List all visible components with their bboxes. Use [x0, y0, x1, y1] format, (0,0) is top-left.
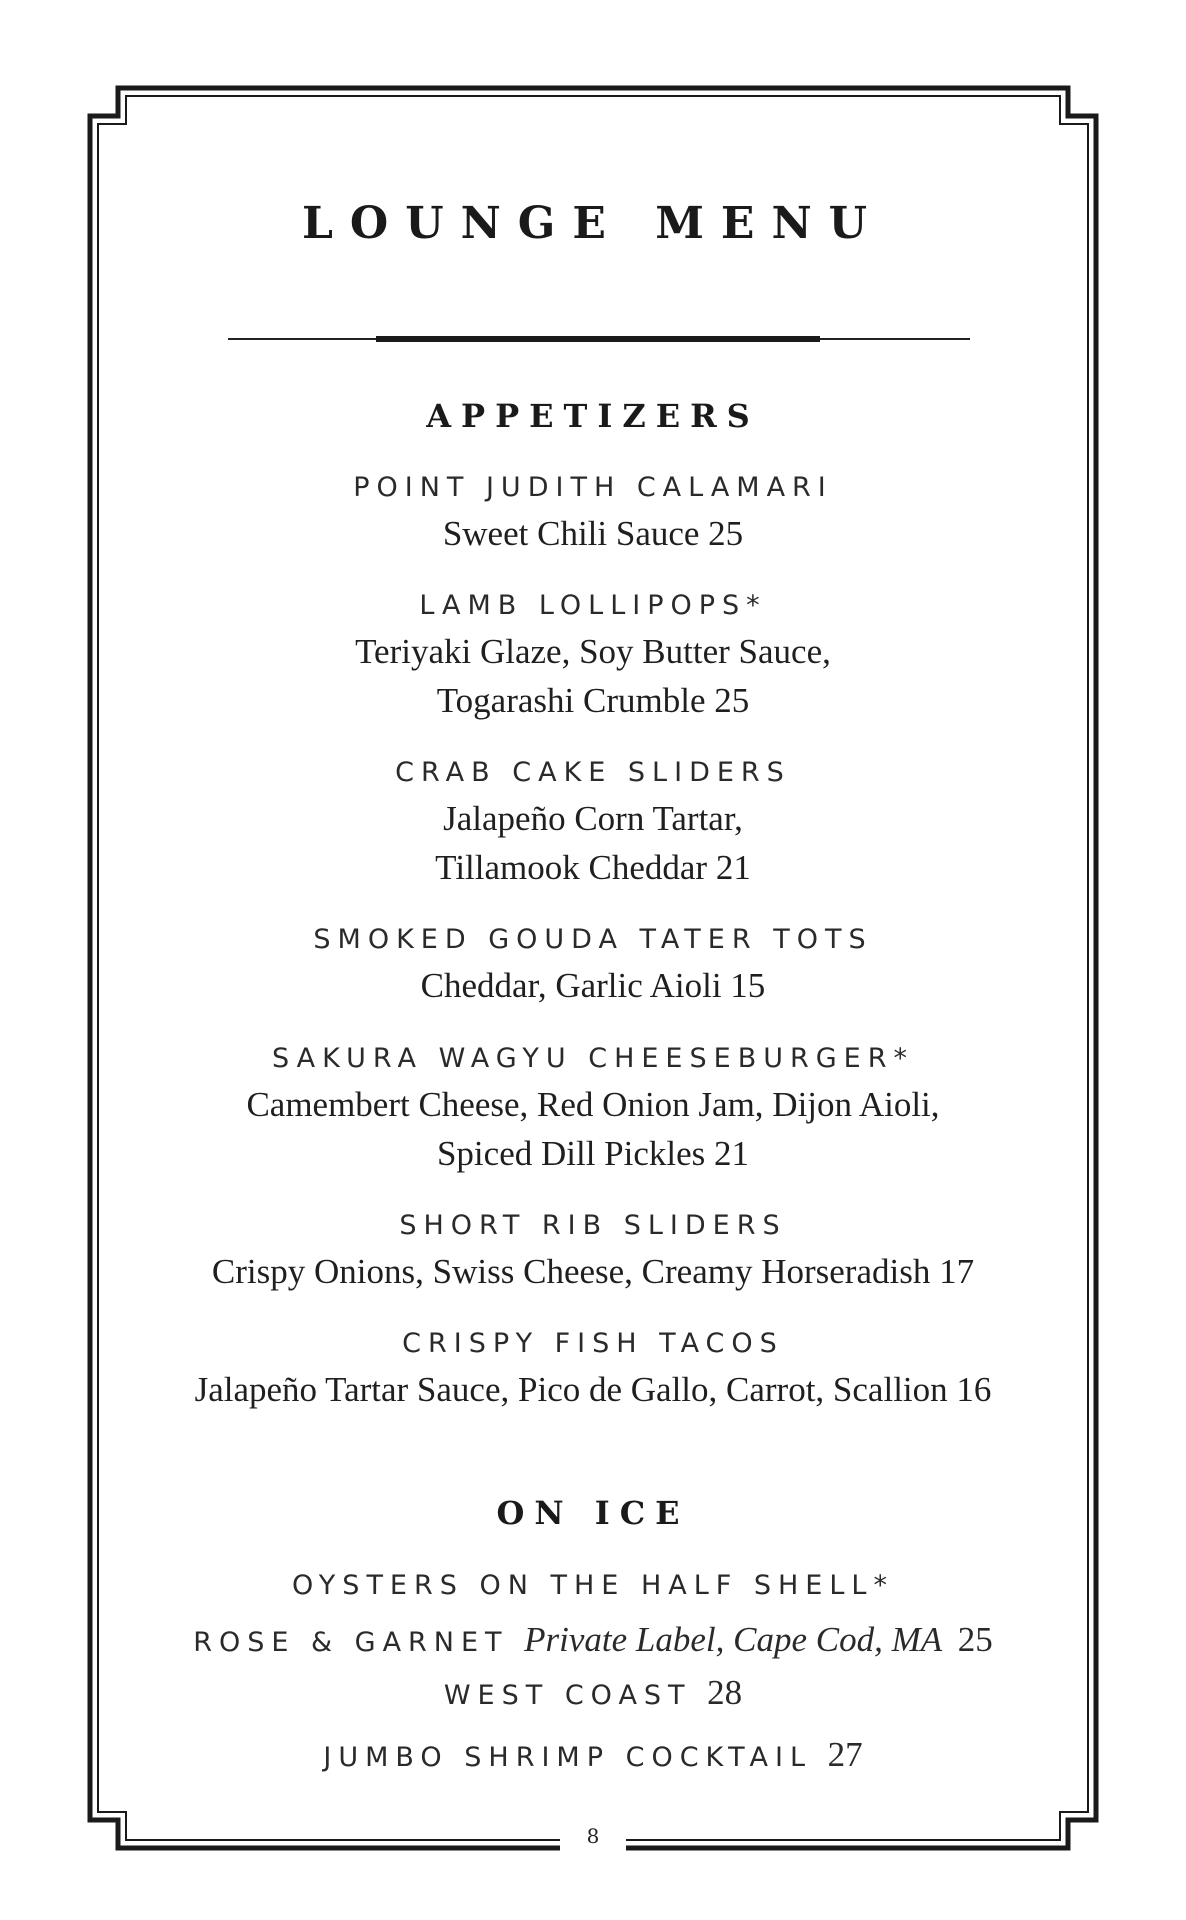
- item-west-coast: [0, 1673, 1186, 1713]
- shrimp-cocktail-name: JUMBO SHRIMP COCKTAIL: [323, 1742, 813, 1773]
- item-name-tater-tots: SMOKED GOUDA TATER TOTS: [313, 924, 873, 955]
- item-desc-crab-cake-line1: Jalapeño Corn Tartar,: [443, 799, 743, 838]
- item-desc-tater-tots: Cheddar, Garlic Aioli 15: [420, 966, 766, 1005]
- section-heading-on-ice: ON ICE: [496, 1494, 690, 1532]
- item-name-oysters: OYSTERS ON THE HALF SHELL*: [292, 1570, 894, 1601]
- west-coast-name: WEST COAST: [443, 1680, 692, 1711]
- rose-garnet-name: ROSE & GARNET: [193, 1627, 509, 1658]
- page-title: LOUNGE MENU: [301, 198, 885, 249]
- item-desc-calamari: Sweet Chili Sauce 25: [442, 514, 744, 553]
- item-name-wagyu-cheeseburger: SAKURA WAGYU CHEESEBURGER*: [272, 1043, 914, 1074]
- item-desc-wagyu-line1: Camembert Cheese, Red Onion Jam, Dijon Aioli,: [246, 1085, 940, 1124]
- item-desc-wagyu-line2: Spiced Dill Pickles 21: [436, 1134, 750, 1173]
- item-name-fish-tacos: CRISPY FISH TACOS: [402, 1328, 784, 1359]
- shrimp-cocktail-price: 27: [827, 1735, 863, 1774]
- page-number: 8: [586, 1824, 600, 1848]
- item-desc-short-rib: Crispy Onions, Swiss Cheese, Creamy Horseradish 17: [211, 1252, 975, 1291]
- west-coast-price: 28: [707, 1673, 743, 1712]
- item-name-crab-cake-sliders: CRAB CAKE SLIDERS: [395, 757, 791, 788]
- section-heading-appetizers: APPETIZERS: [426, 397, 760, 435]
- item-desc-fish-tacos: Jalapeño Tartar Sauce, Pico de Gallo, Carrot, Scallion 16: [194, 1370, 992, 1409]
- rose-garnet-price: 25: [957, 1620, 993, 1659]
- item-desc-lamb-lollipops-line2: Togarashi Crumble 25: [436, 681, 750, 720]
- item-shrimp-cocktail: [0, 1735, 1186, 1775]
- item-desc-lamb-lollipops-line1: Teriyaki Glaze, Soy Butter Sauce,: [355, 632, 831, 671]
- item-name-lamb-lollipops: LAMB LOLLIPOPS*: [419, 590, 767, 621]
- item-rose-garnet: [0, 1620, 1186, 1660]
- item-name-calamari: POINT JUDITH CALAMARI: [353, 472, 833, 503]
- item-name-short-rib-sliders: SHORT RIB SLIDERS: [399, 1210, 787, 1241]
- rose-garnet-origin: Private Label, Cape Cod, MA: [524, 1620, 943, 1659]
- title-divider-thick: [376, 336, 820, 342]
- item-desc-crab-cake-line2: Tillamook Cheddar 21: [435, 848, 751, 887]
